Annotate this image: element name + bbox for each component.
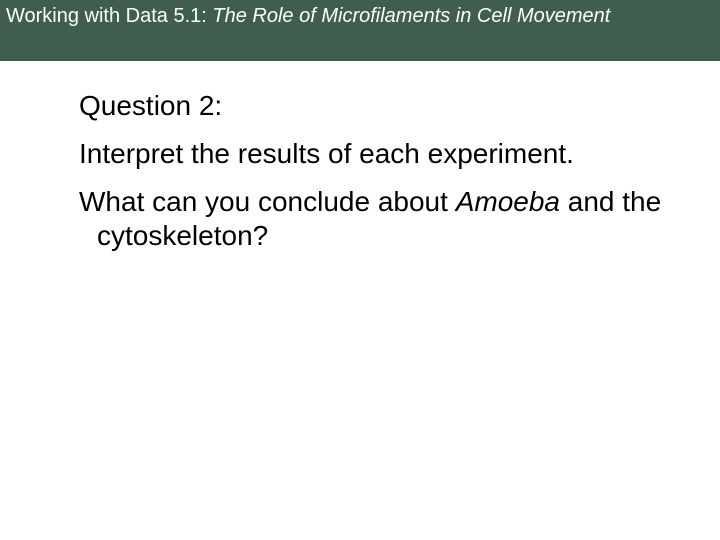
- slide-title-prefix: Working with Data 5.1:: [6, 5, 213, 27]
- prompt-conclude-organism: Amoeba: [455, 186, 560, 217]
- prompt-conclude: [79, 185, 679, 253]
- prompt-conclude-end: and the cytoskeleton?: [97, 186, 662, 251]
- slide-title-italic: The Role of Microfilaments in Cell Movement: [212, 5, 611, 27]
- slide-content: [79, 89, 679, 253]
- slide-title-bar: [0, 0, 720, 61]
- prompt-interpret: Interpret the results of each experiment.: [79, 138, 574, 169]
- question-label: Question 2:: [79, 90, 223, 121]
- prompt-conclude-start: What can you conclude about: [79, 186, 456, 217]
